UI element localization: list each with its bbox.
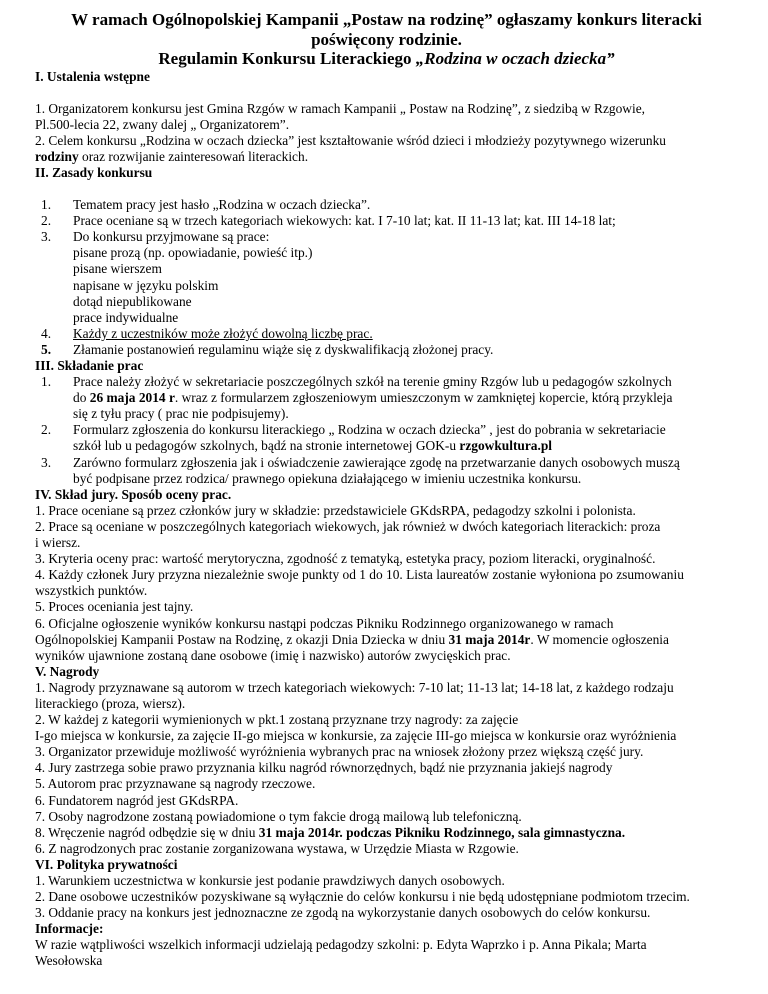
section-5-heading: V. Nagrody xyxy=(35,663,100,679)
s1-paragraph-2-cont xyxy=(35,149,738,165)
item-number: 3. xyxy=(41,229,52,245)
s5-line: 1. Nagrody przyznawane są autorom w trzech kategoriach wiekowych: 7-10 lat; 11-13 lat; 14-18 lat, z każdego rodzaju xyxy=(35,679,674,695)
s5-line: 3. Organizator przewiduje możliwość wyróżnienia wybranych prac na wniosek złożony przez większą część jury. xyxy=(35,744,644,760)
doc-title-line-2: poświęcony rodzinie. xyxy=(311,29,462,49)
s6-line: 2. Dane osobowe uczestników pozyskiwane są wyłącznie do celów konkursu i nie będą udostępniane podmiotom trzecim. xyxy=(35,889,690,905)
list-item xyxy=(35,197,738,213)
item-number: 1. xyxy=(41,374,52,390)
sub-item: napisane w języku polskim xyxy=(73,277,219,293)
s5-line: 5. Autorom prac przyznawane są nagrody rzeczowe. xyxy=(35,776,316,792)
text-run: się z tyłu pracy ( prac nie podpisujemy). xyxy=(73,406,289,422)
item-text: Tematem pracy jest hasło „Rodzina w oczach dziecka”. xyxy=(73,197,371,213)
s4-line xyxy=(35,632,738,648)
item-number: 4. xyxy=(41,325,52,341)
s1-paragraph-1-cont: Pl.500-lecia 22, zwany dalej „ Organizatorem”. xyxy=(35,116,290,132)
item-number: 3. xyxy=(41,454,52,470)
s5-line: I-go miejsca w konkursie, za zajęcie II-go miejsca w konkursie, za zajęcie III-go miejsca w konkursie oraz wyróżnienia xyxy=(35,728,677,744)
text-run: być podpisane przez rodzica/ prawnego opiekuna działającego w imieniu uczestnika konkursu. xyxy=(73,470,582,486)
text-run: . W momencie ogłoszenia xyxy=(530,631,669,647)
section-4-heading: IV. Skład jury. Sposób oceny prac. xyxy=(35,486,232,502)
s5-line: 2. W każdej z kategorii wymienionych w pkt.1 zostaną przyznane trzy nagrody: za zajęcie xyxy=(35,712,519,728)
item-text: Prace oceniane są w trzech kategoriach wiekowych: kat. I 7-10 lat; kat. II 11-13 lat; kat. III 14-18 lat; xyxy=(73,213,616,229)
s6-line: 3. Oddanie pracy na konkurs jest jednoznaczne ze zgodą na wykorzystanie danych osobowych do celów konkursu. xyxy=(35,905,651,921)
s4-line: 2. Prace są oceniane w poszczególnych kategoriach wiekowych, jak również w dwóch kategoriach literackich: proza xyxy=(35,518,661,534)
list-item xyxy=(35,374,738,422)
text-run: oraz rozwijanie zainteresowań literackich. xyxy=(78,148,309,164)
regulation-title: Regulamin Konkursu Literackiego xyxy=(158,49,416,68)
sub-item: pisane prozą (np. opowiadanie, powieść itp.) xyxy=(73,245,313,261)
s1-paragraph-1: 1. Organizatorem konkursu jest Gmina Rzgów w ramach Kampanii „ Postaw na Rodzinę”, z siedzibą w Rzgowie, xyxy=(35,100,645,116)
section-3-heading: III. Składanie prac xyxy=(35,358,144,373)
item-number: 2. xyxy=(41,213,52,229)
sub-item: dotąd niepublikowane xyxy=(73,293,192,309)
item-number: 5. xyxy=(41,341,52,357)
doc-title-line-3 xyxy=(35,49,738,69)
info-line: W razie wątpliwości wszelkich informacji udzielają pedagodzy szkolni: p. Edyta Waprzko i p. Anna Pikala; Marta xyxy=(35,937,647,953)
text-run: szkół lub u pedagogów szkolnych, bądź na stronie internetowej GOK-u xyxy=(73,438,460,454)
s4-line: i wiersz. xyxy=(35,535,81,551)
s5-line: 7. Osoby nagrodzone zostaną powiadomione o tym fakcie drogą mailową lub telefoniczną. xyxy=(35,808,522,824)
s4-line: 1. Prace oceniane są przez członków jury w składzie: przedstawiciele GKdsRPA, pedagodzy szkolni i polonista. xyxy=(35,502,636,518)
s4-line: 4. Każdy członek Jury przyzna niezależnie swoje punkty od 1 do 10. Lista laureatów zostanie wyłoniona po zsumowaniu xyxy=(35,567,684,583)
item-text: Formularz zgłoszenia do konkursu literackiego „ Rodzina w oczach dziecka” , jest do pobrania w sekretariacie xyxy=(73,422,666,438)
item-text: Każdy z uczestników może złożyć dowolną liczbę prac. xyxy=(73,325,373,341)
contest-name: „Rodzina w oczach dziecka” xyxy=(415,49,615,68)
info-line: Wesołowska xyxy=(35,953,103,969)
s4-line: 5. Proces oceniania jest tajny. xyxy=(35,599,194,615)
deadline-date: 26 maja 2014 r xyxy=(89,390,175,406)
doc-title-line-1: W ramach Ogólnopolskiej Kampanii „Postaw na rodzinę” ogłaszamy konkurs literacki xyxy=(71,10,702,29)
event-date: 31 maja 2014r xyxy=(448,631,531,647)
list-item xyxy=(35,326,738,342)
s5-line: literackiego (proza, wiersz). xyxy=(35,695,186,711)
rules-list xyxy=(35,197,738,358)
bold-word: rodziny xyxy=(35,148,79,164)
item-number: 2. xyxy=(41,422,52,438)
info-heading: Informacje: xyxy=(35,921,104,937)
s4-line: wyników ujawnione zostaną dane osobowe (imię i nazwisko) autorów zwycięskich prac. xyxy=(35,647,511,663)
s4-line: 6. Oficjalne ogłoszenie wyników konkursu nastąpi podczas Pikniku Rodzinnego organizowanego w ramach xyxy=(35,615,614,631)
text-run: Ogólnopolskiej Kampanii Postaw na Rodzinę, z okazji Dnia Dziecka w dniu xyxy=(35,631,449,647)
item-text: Prace należy złożyć w sekretariacie poszczególnych szkół na terenie gminy Rzgów lub u pedagogów szkolnych xyxy=(73,374,672,390)
s5-line xyxy=(35,825,738,841)
section-1-heading: I. Ustalenia wstępne xyxy=(35,68,150,84)
s6-line: 1. Warunkiem uczestnictwa w konkursie jest podanie prawdziwych danych osobowych. xyxy=(35,873,505,888)
item-text: Do konkursu przyjmowane są prace: xyxy=(73,229,270,245)
text-run: 8. Wręczenie nagród odbędzie się w dniu xyxy=(35,824,259,840)
s1-paragraph-2: 2. Celem konkursu „Rodzina w oczach dziecka” jest kształtowanie wśród dzieci i młodzieży pozytywnego wizerunku xyxy=(35,132,667,148)
sub-item: pisane wierszem xyxy=(73,261,162,277)
award-ceremony-date: 31 maja 2014r. podczas Pikniku Rodzinnego, sala gimnastyczna. xyxy=(258,824,626,840)
s5-line: 6. Fundatorem nagród jest GKdsRPA. xyxy=(35,792,239,808)
item-text: Złamanie postanowień regulaminu wiąże się z dyskwalifikacją złożonej pracy. xyxy=(73,341,494,357)
s5-line: 4. Jury zastrzega sobie prawo przyznania kilku nagród równorzędnych, bądź nie przyznania jakiejś nagrody xyxy=(35,760,613,776)
section-6-heading: VI. Polityka prywatności xyxy=(35,856,178,872)
list-item xyxy=(35,213,738,229)
list-item xyxy=(35,229,738,326)
item-text: Zarówno formularz zgłoszenia jak i oświadczenie zawierające zgodę na przetwarzanie danych osobowych muszą xyxy=(73,454,680,470)
sub-item: prace indywidualne xyxy=(73,309,179,325)
list-item xyxy=(35,455,738,487)
s4-line: wszystkich punktów. xyxy=(35,583,148,599)
submission-list xyxy=(35,374,738,487)
list-item xyxy=(35,342,738,358)
website-link: rzgowkultura.pl xyxy=(459,438,552,454)
s4-line: 3. Kryteria oceny prac: wartość merytoryczna, zgodność z tematyką, estetyka pracy, poziom literacki, oryginalność. xyxy=(35,551,656,567)
section-2-heading: II. Zasady konkursu xyxy=(35,164,153,180)
text-run: do xyxy=(73,390,90,406)
text-run: . wraz z formularzem zgłoszeniowym umieszczonym w zamkniętej kopercie, którą przykleja xyxy=(174,390,673,406)
item-number: 1. xyxy=(41,197,52,213)
s5-line: 6. Z nagrodzonych prac zostanie zorganizowana wystawa, w Urzędzie Miasta w Rzgowie. xyxy=(35,840,519,856)
list-item xyxy=(35,422,738,454)
